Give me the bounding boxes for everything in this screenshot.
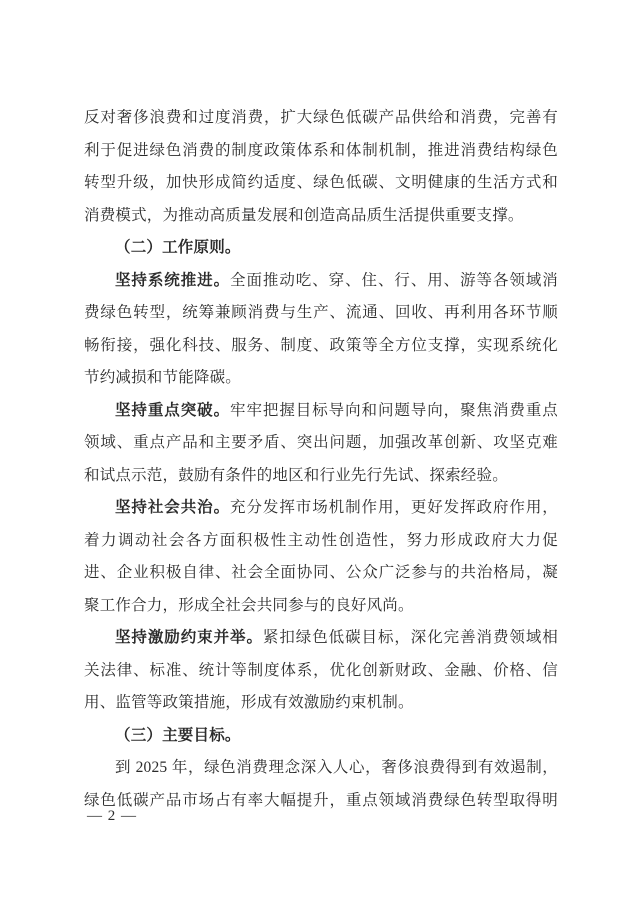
text-line	[84, 102, 558, 135]
text-line	[84, 297, 558, 330]
line-lead-text: 坚持激励约束并举。	[115, 629, 263, 646]
section-heading	[84, 232, 558, 265]
line-text: 着力调动社会各方面积极性主动性创造性，努力形成政府大力促	[84, 531, 558, 549]
page-number: — 2 —	[87, 808, 137, 824]
text-line	[84, 427, 558, 460]
line-text: 畅衔接，强化科技、服务、制度、政策等全方位支撑，实现系统化	[84, 336, 558, 354]
line-text: 全面推动吃、穿、住、行、用、游等各领域消	[230, 271, 558, 289]
line-text: 费绿色转型，统筹兼顾消费与生产、流通、回收、再利用各环节顺	[84, 304, 558, 321]
section-heading-text: （三）主要目标。	[115, 726, 241, 744]
line-text: 节约减损和节能降碳。	[84, 369, 242, 386]
text-line	[84, 200, 558, 233]
line-text: 到 2025 年，绿色消费理念深入人心，奢侈浪费得到有效遏制，	[115, 759, 558, 776]
line-text: 和试点示范，鼓励有条件的地区和行业先行先试、探索经验。	[84, 466, 508, 484]
line-text: 绿色低碳产品市场占有率大幅提升，重点领域消费绿色转型取得明	[84, 791, 558, 809]
line-text: 反对奢侈浪费和过度消费，扩大绿色低碳产品供给和消费，完善有	[84, 109, 558, 126]
text-line	[84, 395, 558, 428]
line-text: 领域、重点产品和主要矛盾、突出问题，加强改革创新、攻坚克难	[84, 434, 558, 451]
text-line	[84, 655, 558, 688]
text-line	[84, 492, 558, 525]
section-heading-text: （二）工作原则。	[115, 239, 241, 256]
line-text: 转型升级，加快形成简约适度、绿色低碳、文明健康的生活方式和	[84, 174, 558, 191]
line-lead-text: 坚持系统推进。	[115, 271, 231, 289]
line-text: 充分发挥市场机制作用，更好发挥政府作用，	[230, 499, 558, 516]
line-text: 关法律、标准、统计等制度体系，优化创新财政、金融、价格、信	[84, 661, 558, 679]
text-line	[84, 362, 558, 395]
text-line	[84, 622, 558, 655]
line-text: 消费模式，为推动高质量发展和创造高品质生活提供重要支撑。	[84, 206, 524, 224]
text-line	[84, 525, 558, 558]
text-line	[84, 460, 558, 493]
document-body	[84, 102, 558, 817]
text-line	[84, 687, 558, 720]
text-line	[84, 557, 558, 590]
text-line	[84, 785, 558, 818]
line-lead-text: 坚持重点突破。	[115, 401, 231, 419]
text-line	[84, 135, 558, 168]
line-lead-text: 坚持社会共治。	[115, 499, 231, 516]
line-text: 用、监管等政策措施，形成有效激励约束机制。	[84, 694, 414, 711]
text-line	[84, 167, 558, 200]
line-text: 进、企业积极自律、社会全面协同、公众广泛参与的共治格局，凝	[84, 564, 558, 581]
text-line	[84, 752, 558, 785]
section-heading	[84, 720, 558, 753]
text-line	[84, 265, 558, 298]
line-text: 紧扣绿色低碳目标，深化完善消费领域相	[262, 629, 558, 646]
line-text: 利于促进绿色消费的制度政策体系和体制机制，推进消费结构绿色	[84, 141, 558, 159]
text-line	[84, 330, 558, 363]
text-line	[84, 590, 558, 623]
line-text: 牢牢把握目标导向和问题导向，聚焦消费重点	[230, 401, 558, 419]
line-text: 聚工作合力，形成全社会共同参与的良好风尚。	[84, 596, 414, 614]
